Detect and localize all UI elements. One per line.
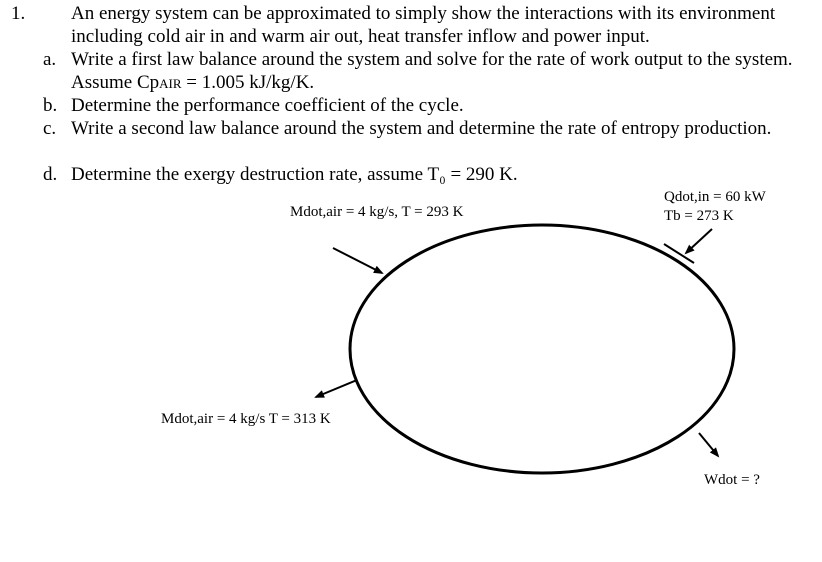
sub-item-a-text-before: Write a first law balance around the system and solve for the rate of work output to the system. Assume Cp — [71, 49, 793, 93]
outlet-arrow — [316, 380, 357, 397]
problem-number: 1. — [11, 3, 26, 24]
work-arrow — [699, 433, 718, 456]
cp-subscript: AIR — [159, 76, 182, 91]
outlet-label: Mdot,air = 4 kg/s T = 313 K — [161, 411, 331, 427]
sub-item-a-letter: a. — [43, 49, 57, 70]
heat-label-line1: Qdot,in = 60 kW — [664, 189, 766, 205]
sub-item-b-text: Determine the performance coefficient of the cycle. — [71, 95, 464, 116]
sub-item-c-letter: c. — [43, 118, 57, 139]
sub-item-b-letter: b. — [43, 95, 58, 116]
problem-prompt: An energy system can be approximated to simply show the interactions with its environment including cold air in and warm air out, heat transfer inflow and power input. — [71, 3, 776, 47]
heat-arrow — [686, 229, 712, 253]
heat-boundary-mark — [664, 244, 694, 263]
sub-item-a-text-after: = 1.005 kJ/kg/K. — [181, 72, 315, 93]
sub-item-d-text: Determine the exergy destruction rate, assume T₀ = 290 K. — [71, 164, 518, 185]
inlet-label: Mdot,air = 4 kg/s, T = 293 K — [290, 204, 464, 220]
inlet-arrow — [333, 248, 382, 273]
system-boundary — [350, 225, 734, 473]
sub-item-d-letter: d. — [43, 164, 58, 185]
work-label: Wdot = ? — [704, 472, 760, 488]
sub-item-c-text: Write a second law balance around the system and determine the rate of entropy production. — [71, 118, 772, 139]
heat-label-line2: Tb = 273 K — [664, 208, 734, 224]
